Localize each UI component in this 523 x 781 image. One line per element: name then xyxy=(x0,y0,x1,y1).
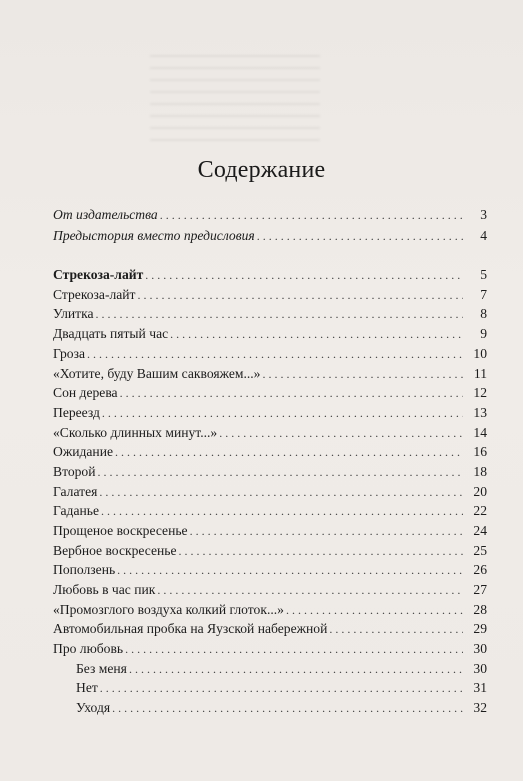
toc-entry-page: 3 xyxy=(480,207,487,222)
toc-entry-page: 10 xyxy=(473,346,487,361)
dot-leader xyxy=(120,387,463,399)
toc-entry xyxy=(53,366,487,386)
dot-leader xyxy=(117,564,463,576)
toc-entry-title: Нет xyxy=(76,680,98,695)
toc-entry-page: 27 xyxy=(473,582,487,597)
toc-entry xyxy=(53,602,487,622)
toc-entry-title: Предыстория вместо предисловия xyxy=(53,228,255,243)
toc-entry xyxy=(53,346,487,366)
toc-entry-title: Улитка xyxy=(53,306,94,321)
dot-leader xyxy=(190,525,463,537)
dot-leader xyxy=(100,682,463,694)
toc-entry xyxy=(53,641,487,661)
toc-subentry xyxy=(53,661,487,681)
dot-leader xyxy=(129,663,463,675)
toc-entry xyxy=(53,405,487,425)
toc-entry-title: Автомобильная пробка на Яузской набережной xyxy=(53,621,328,636)
dot-leader xyxy=(170,328,463,340)
toc-entry xyxy=(53,543,487,563)
toc-entry-page: 29 xyxy=(473,621,487,636)
toc-entry-page: 32 xyxy=(473,700,487,715)
toc-entry-page: 13 xyxy=(473,405,487,420)
toc-entry-title: Ожидание xyxy=(53,444,114,459)
toc-entry-title: Любовь в час пик xyxy=(53,582,156,597)
toc-entry-page: 8 xyxy=(480,306,487,321)
toc-entry-title: Поползень xyxy=(53,562,116,577)
dot-leader xyxy=(115,446,463,458)
toc-entry-title: Без меня xyxy=(76,661,127,676)
toc-entry-page: 11 xyxy=(473,366,487,381)
toc-entry-page: 5 xyxy=(480,267,487,282)
toc-entry-title: «Хотите, буду Вашим саквояжем...» xyxy=(53,366,261,381)
toc-entry-title: От издательства xyxy=(53,207,158,222)
dot-leader xyxy=(160,209,463,221)
toc-entry-page: 25 xyxy=(473,543,487,558)
toc-entry-title: Второй xyxy=(53,464,96,479)
dot-leader xyxy=(179,545,464,557)
toc-entry-title: Про любовь xyxy=(53,641,124,656)
toc-entry-title: Гаданье xyxy=(53,503,100,518)
toc-entry-page: 12 xyxy=(473,385,487,400)
toc-entry-title: Уходя xyxy=(76,700,111,715)
toc-entry xyxy=(53,207,487,227)
dot-leader xyxy=(257,230,463,242)
toc-entry-title: Стрекоза-лайт xyxy=(53,267,144,282)
toc-entry-title: Переезд xyxy=(53,405,100,420)
toc-entry-page: 14 xyxy=(473,425,487,440)
dot-leader xyxy=(99,486,463,498)
bleed-through-text xyxy=(150,55,320,150)
toc-entry-title: Двадцать пятый час xyxy=(53,326,169,341)
toc-entry-page: 30 xyxy=(473,641,487,656)
toc-entry xyxy=(53,326,487,346)
toc-entry-title: Стрекоза-лайт xyxy=(53,287,136,302)
toc-subentry xyxy=(53,700,487,720)
toc-entry-title: Сон дерева xyxy=(53,385,118,400)
toc-entry-page: 9 xyxy=(480,326,487,341)
page-title: Содержание xyxy=(197,157,326,183)
toc-entry-page: 20 xyxy=(473,484,487,499)
toc-entry xyxy=(53,562,487,582)
toc-entry-title: Вербное воскресенье xyxy=(53,543,177,558)
toc-entry-title: «Промозглого воздуха колкий глоток...» xyxy=(53,602,284,617)
toc-entry-page: 31 xyxy=(473,680,487,695)
toc-entry-page: 28 xyxy=(473,602,487,617)
toc-entry-page: 26 xyxy=(473,562,487,577)
dot-leader xyxy=(329,623,463,635)
toc-entry xyxy=(53,503,487,523)
dot-leader xyxy=(102,407,463,419)
dot-leader xyxy=(87,348,463,360)
toc-entry-title: Галатея xyxy=(53,484,98,499)
toc-entry-page: 4 xyxy=(480,228,487,243)
dot-leader xyxy=(96,308,463,320)
dot-leader xyxy=(125,643,463,655)
toc-entry-title: Гроза xyxy=(53,346,85,361)
toc-entry xyxy=(53,287,487,307)
toc-subentry xyxy=(53,680,487,700)
toc-entry xyxy=(53,621,487,641)
dot-leader xyxy=(219,427,463,439)
dot-leader xyxy=(286,604,463,616)
toc-entry xyxy=(53,523,487,543)
toc-entry xyxy=(53,484,487,504)
dot-leader xyxy=(138,289,464,301)
toc-entry xyxy=(53,444,487,464)
dot-leader xyxy=(145,269,463,281)
toc-entry xyxy=(53,425,487,445)
dot-leader xyxy=(98,466,464,478)
dot-leader xyxy=(157,584,463,596)
toc-entry-page: 18 xyxy=(473,464,487,479)
toc-entry xyxy=(53,464,487,484)
toc-entry-page: 7 xyxy=(480,287,487,302)
toc-entry-page: 22 xyxy=(473,503,487,518)
toc-section-heading xyxy=(53,267,487,287)
toc-entry xyxy=(53,385,487,405)
dot-leader xyxy=(101,505,463,517)
toc-entry-page: 16 xyxy=(473,444,487,459)
toc-entry-page: 24 xyxy=(473,523,487,538)
toc-entry-title: «Сколько длинных минут...» xyxy=(53,425,218,440)
toc-entry xyxy=(53,306,487,326)
toc-entry xyxy=(53,228,487,248)
dot-leader xyxy=(262,368,463,380)
toc-entry-page: 30 xyxy=(473,661,487,676)
dot-leader xyxy=(112,702,463,714)
toc-entry xyxy=(53,582,487,602)
toc-entry-title: Прощеное воскресенье xyxy=(53,523,188,538)
